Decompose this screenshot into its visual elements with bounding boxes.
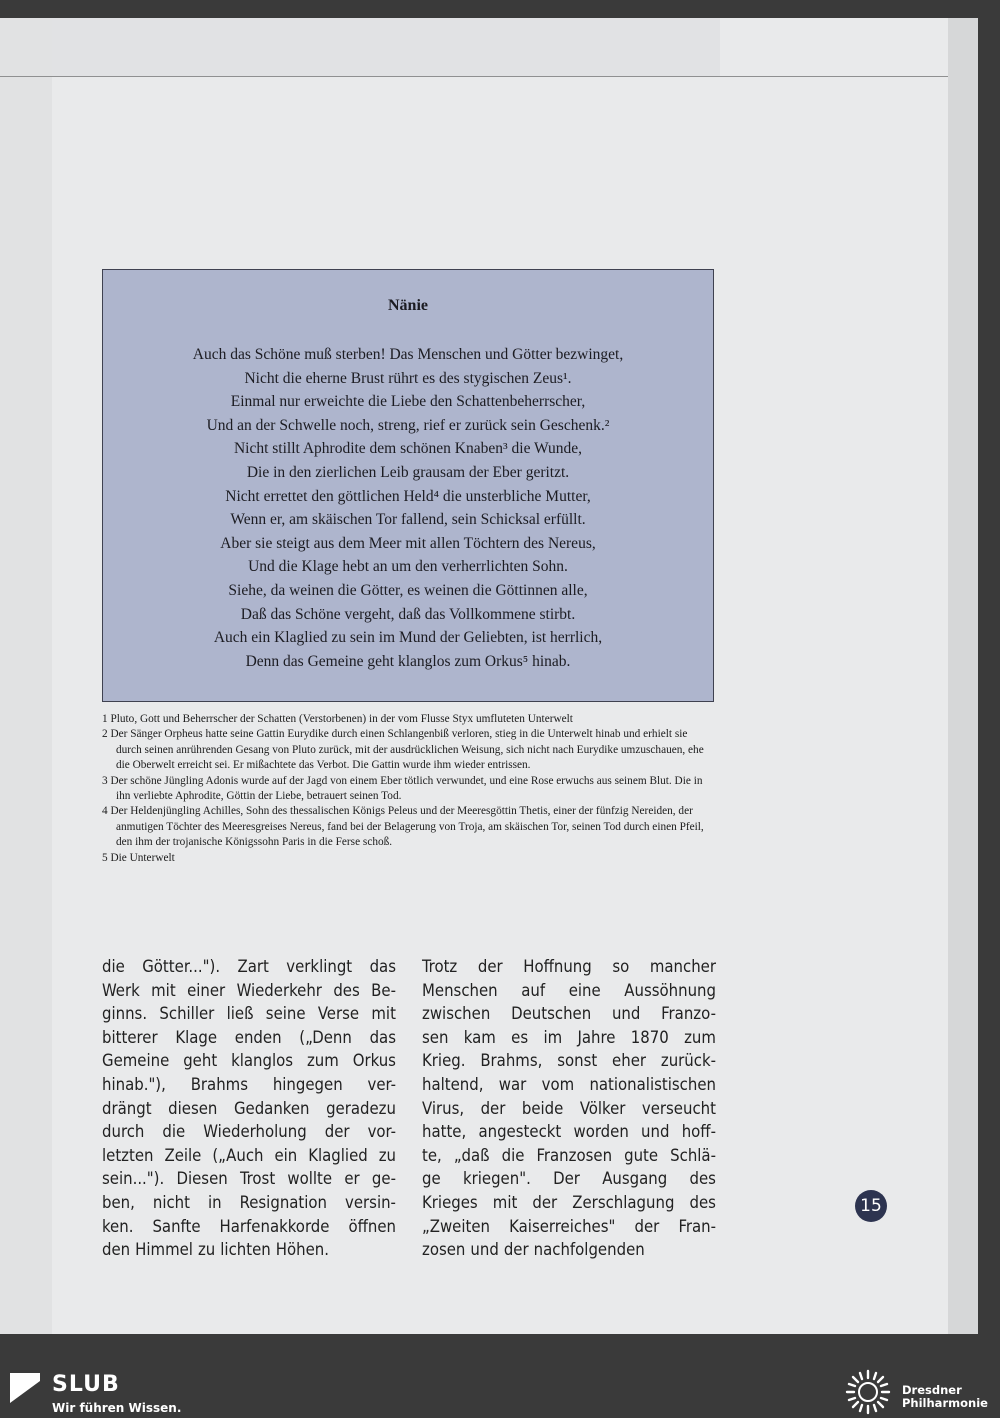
orchestra-line-2: Philharmonie [902, 1396, 988, 1410]
poem-lines [103, 343, 713, 673]
body-text-line: die Götter..."). Zart verklingt das [102, 957, 396, 976]
poem-line: Wenn er, am skäischen Tor fallend, sein Schicksal erfüllt. [230, 511, 586, 529]
orchestra-line-1: Dresdner [902, 1383, 962, 1397]
poem-line: Auch das Schöne muß sterben! Das Menschen und Götter bezwinget, [192, 346, 624, 363]
dresdner-philharmonie-logo-icon [842, 1369, 894, 1415]
body-text-line: sen kam es im Jahre 1870 zum [422, 1027, 716, 1047]
slub-name: SLUB [52, 1372, 120, 1397]
body-text-line: hatte, angesteckt worden und hoff- [422, 1122, 716, 1142]
dresdner-philharmonie-wordmark [902, 1384, 988, 1410]
page-number-badge: 15 [855, 1190, 887, 1222]
body-text-line: den Himmel zu lichten Höhen. [102, 1240, 329, 1260]
poem-line: Daß das Schöne vergeht, daß das Vollkommene stirbt. [240, 605, 576, 623]
footnote-1: 1 Pluto, Gott und Beherrscher der Schatten (Verstorbenen) in der vom Flusse Styx umfluteten Unterwelt [102, 713, 573, 725]
body-text-line: durch die Wiederholung der vor- [102, 1122, 396, 1142]
page-left-margin [0, 18, 52, 1334]
poem-line: Nicht die eherne Brust rührt es des stygischen Zeus¹. [244, 369, 572, 387]
poem-line: Und an der Schwelle noch, streng, rief er zurück sein Geschenk.² [206, 416, 610, 434]
body-text-line: ben, nicht in Resignation versin- [102, 1192, 396, 1212]
body-text-line: „Zweiten Kaiserreiches" der Fran- [422, 1216, 716, 1236]
body-text-line: ken. Sanfte Harfenakkorde öffnen [102, 1216, 396, 1236]
body-text-line: Menschen auf eine Aussöhnung [422, 980, 716, 1000]
body-text-line: zosen und der nachfolgenden [422, 1240, 645, 1260]
poem-box [102, 269, 714, 702]
body-text-line: Gemeine geht klanglos zum Orkus [102, 1051, 396, 1071]
body-text-line: drängt diesen Gedanken geradezu [102, 1098, 396, 1118]
footnote-3: 3 Der schöne Jüngling Adonis wurde auf der Jagd von einem Eber tötlich verwundet, und eine Rose erwuchs aus seinem Blut. Die in ihn verliebte Aphrodite, Göttin der Liebe, betrauert seinen Tod. [102, 774, 703, 803]
poem-line: Auch ein Klaglied zu sein im Mund der Geliebten, ist herrlich, [213, 629, 603, 647]
body-text-line: hinab."), Brahms hingegen ver- [102, 1074, 396, 1094]
body-text-line: Krieg. Brahms, sonst eher zurück- [422, 1051, 716, 1071]
poem-line: Einmal nur erweichte die Liebe den Schattenbeherrscher, [230, 393, 586, 411]
body-text-line: Werk mit einer Wiederkehr des Be- [102, 980, 396, 1000]
footnote-2: 2 Der Sänger Orpheus hatte seine Gattin Eurydike durch einen Schlangenbiß verloren, stieg in die Unterwelt hinab und erhielt sie durch seinen anrührenden Gesang von Pluto zurück, mit der ausdrücklichen Weisung, sich nicht nach Eurydike umzuschauen, ehe die Oberwelt erreicht sei. Er mißachtete das Verbot. Die Gattin wurde ihm wieder entrissen. [102, 728, 704, 772]
body-text-line: bitterer Klage enden („Denn das [102, 1027, 396, 1047]
body-text-line: zwischen Deutschen und Franzo- [422, 1004, 716, 1024]
top-rule [0, 76, 948, 77]
poem-line: Die in den zierlichen Leib grausam der Eber geritzt. [246, 463, 570, 481]
body-text-line: letzten Zeile („Auch ein Klaglied zu [102, 1145, 396, 1165]
footnote-4: 4 Der Heldenjüngling Achilles, Sohn des thessalischen Königs Peleus und der Meeresgöttin Thetis, einer der fünfzig Nereiden, der anmutigen Töchter des Meeresgreises Nereus, fand bei der Belagerung von Troja, am skäischen Tor, seinen Tod durch einen Pfeil, den ihm der trojanische Königssohn Paris in die Ferse schoß. [102, 805, 704, 849]
slub-logo-icon [10, 1373, 40, 1403]
slub-tagline: Wir führen Wissen. [52, 1401, 182, 1415]
footnotes [102, 712, 714, 866]
body-text-line: haltend, war vom nationalistischen [422, 1074, 716, 1094]
poem-line: Siehe, da weinen die Götter, es weinen die Göttinnen alle, [228, 581, 588, 599]
page-right-edge [948, 18, 978, 1334]
body-text-line: te, „daß die Franzosen gute Schlä- [422, 1145, 716, 1165]
text-column-left [102, 955, 396, 1262]
poem-line: Denn das Gemeine geht klanglos zum Orkus⁵ hinab. [245, 652, 571, 670]
body-text-line: ge kriegen". Der Ausgang des [422, 1169, 716, 1189]
body-text-line: sein..."). Diesen Trost wollte er ge- [102, 1169, 396, 1189]
text-column-right [422, 955, 716, 1262]
poem-title: Nänie [388, 297, 428, 314]
top-band [52, 18, 720, 76]
body-text-line: Virus, der beide Völker verseucht [422, 1098, 716, 1118]
poem-line: Nicht errettet den göttlichen Held⁴ die unsterbliche Mutter, [225, 487, 591, 505]
body-text-line: Krieges mit der Zerschlagung des [422, 1192, 716, 1212]
body-text-line: Trotz der Hoffnung so mancher [422, 957, 716, 976]
poem-line: Und die Klage hebt an um den verherrlichten Sohn. [248, 558, 568, 576]
poem-line: Aber sie steigt aus dem Meer mit allen Töchtern des Nereus, [220, 534, 596, 552]
poem-line: Nicht stillt Aphrodite dem schönen Knaben³ die Wunde, [233, 440, 583, 458]
footnote-5: 5 Die Unterwelt [102, 851, 175, 864]
body-text-line: ginns. Schiller ließ seine Verse mit [102, 1004, 396, 1024]
